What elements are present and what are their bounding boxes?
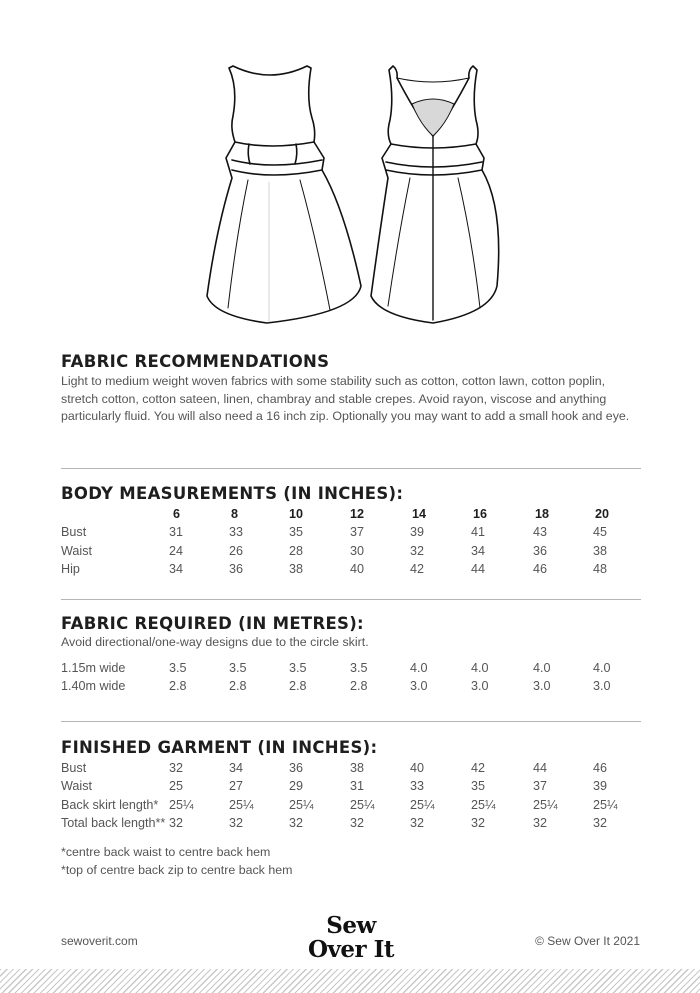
body-measurements-table (61, 507, 641, 580)
table-cell: 32 (289, 815, 304, 830)
table-row (61, 761, 641, 779)
size-header: 12 (350, 507, 365, 521)
table-cell: 34 (471, 543, 486, 558)
table-cell: 46 (533, 561, 548, 576)
row-label: 1.40m wide (61, 678, 126, 693)
table-cell: 48 (593, 561, 608, 576)
table-cell: 25¼ (169, 797, 194, 812)
fabric-required-heading: FABRIC REQUIRED (IN METRES): (61, 614, 364, 633)
website-link[interactable]: sewoverit.com (61, 934, 138, 948)
size-header: 10 (289, 507, 304, 521)
table-cell: 25¼ (471, 797, 496, 812)
table-cell: 38 (350, 761, 365, 775)
table-cell: 44 (533, 761, 548, 775)
table-cell: 3.0 (410, 678, 428, 693)
table-cell: 2.8 (229, 678, 247, 693)
table-cell: 2.8 (289, 678, 307, 693)
table-cell: 25 (169, 779, 184, 794)
table-cell: 36 (289, 761, 304, 775)
fabric-required-table (61, 661, 641, 698)
logo-line-2: Over It (307, 936, 395, 963)
table-row (61, 816, 641, 834)
table-cell: 32 (533, 815, 548, 830)
table-cell: 39 (410, 525, 425, 540)
row-label: Hip (61, 561, 80, 576)
finished-garment-table (61, 761, 641, 834)
row-label: Bust (61, 761, 87, 775)
table-cell: 42 (471, 761, 486, 775)
table-cell: 2.8 (169, 678, 187, 693)
table-cell: 25¼ (410, 797, 435, 812)
table-cell: 29 (289, 779, 304, 794)
table-cell: 4.0 (410, 660, 428, 675)
brand-logo (296, 914, 406, 966)
table-cell: 35 (289, 525, 304, 540)
table-cell: 32 (229, 815, 244, 830)
row-label: Waist (61, 543, 93, 558)
table-cell: 41 (471, 525, 486, 540)
row-label: Waist (61, 779, 93, 794)
table-cell: 3.5 (169, 660, 187, 675)
table-cell: 28 (289, 543, 304, 558)
table-cell: 34 (229, 761, 244, 775)
table-cell: 25¼ (350, 797, 375, 812)
hatched-border (0, 969, 700, 993)
table-row (61, 562, 641, 580)
logo-line-1: Sew (326, 912, 376, 939)
table-cell: 44 (471, 561, 486, 576)
table-row (61, 544, 641, 562)
table-cell: 25¼ (289, 797, 314, 812)
table-cell: 38 (593, 543, 608, 558)
size-header: 8 (231, 507, 239, 521)
table-cell: 25¼ (593, 797, 618, 812)
table-cell: 32 (471, 815, 486, 830)
table-cell: 39 (593, 779, 608, 794)
table-cell: 36 (533, 543, 548, 558)
size-header: 20 (595, 507, 610, 521)
table-cell: 33 (410, 779, 425, 794)
table-cell: 3.0 (533, 678, 551, 693)
row-label: 1.15m wide (61, 660, 126, 675)
back-dress-drawing (371, 66, 499, 323)
table-cell: 33 (229, 525, 244, 540)
table-row (61, 525, 641, 543)
table-cell: 32 (169, 761, 184, 775)
table-cell: 24 (169, 543, 184, 558)
table-row (61, 779, 641, 797)
table-cell: 3.5 (289, 660, 307, 675)
front-dress-drawing (207, 66, 361, 323)
table-cell: 26 (229, 543, 244, 558)
table-cell: 37 (533, 779, 548, 794)
table-cell: 4.0 (471, 660, 489, 675)
body-measurements-section (61, 484, 641, 580)
table-cell: 4.0 (593, 660, 611, 675)
table-cell: 31 (169, 525, 184, 540)
footnote: *top of centre back zip to centre back hem (61, 863, 293, 878)
table-row (61, 661, 641, 679)
fabric-recommendations-heading: FABRIC RECOMMENDATIONS (61, 352, 330, 371)
table-cell: 3.5 (229, 660, 247, 675)
table-cell: 38 (289, 561, 304, 576)
divider (61, 599, 641, 600)
table-cell: 34 (169, 561, 184, 576)
finished-garment-section (61, 738, 641, 879)
finished-garment-heading: FINISHED GARMENT (IN INCHES): (61, 738, 378, 757)
table-cell: 25¼ (229, 797, 254, 812)
table-cell: 36 (229, 561, 244, 576)
table-cell: 32 (169, 815, 184, 830)
table-row (61, 798, 641, 816)
table-cell: 43 (533, 525, 548, 540)
table-cell: 37 (350, 525, 365, 540)
table-cell: 3.0 (593, 678, 611, 693)
table-cell: 25¼ (533, 797, 558, 812)
row-label: Back skirt length* (61, 797, 159, 812)
table-cell: 2.8 (350, 678, 368, 693)
size-header-row (61, 507, 641, 525)
table-cell: 32 (410, 815, 425, 830)
table-cell: 32 (350, 815, 365, 830)
size-header: 6 (173, 507, 181, 521)
table-cell: 46 (593, 761, 608, 775)
size-header: 16 (473, 507, 488, 521)
table-cell: 40 (410, 761, 425, 775)
fabric-recommendations-section (61, 352, 641, 426)
table-cell: 32 (593, 815, 608, 830)
table-cell: 45 (593, 525, 608, 540)
table-cell: 3.0 (471, 678, 489, 693)
table-row (61, 679, 641, 697)
body-measurements-heading: BODY MEASUREMENTS (IN INCHES): (61, 484, 404, 503)
table-cell: 32 (410, 543, 425, 558)
fabric-recommendations-text: Light to medium weight woven fabrics with some stability such as cotton, cotton lawn, cotton poplin, stretch cotton, cotton sateen, linen, chambray and stable crepes. Avoid rayon, viscose and anything particularly fluid. You will also need a 16 inch zip. Optionally you may want to add a small hook and eye. (61, 374, 630, 423)
table-cell: 3.5 (350, 660, 368, 675)
footnotes (61, 843, 641, 879)
footnote: *centre back waist to centre back hem (61, 845, 271, 860)
table-cell: 42 (410, 561, 425, 576)
row-label: Total back length** (61, 815, 166, 830)
table-cell: 35 (471, 779, 486, 794)
table-cell: 30 (350, 543, 365, 558)
table-cell: 31 (350, 779, 365, 794)
table-cell: 27 (229, 779, 244, 794)
table-cell: 40 (350, 561, 365, 576)
dress-illustration (0, 58, 700, 328)
divider (61, 721, 641, 722)
divider (61, 468, 641, 469)
fabric-required-section (61, 614, 641, 697)
fabric-required-note: Avoid directional/one-way designs due to the circle skirt. (61, 635, 369, 649)
row-label: Bust (61, 525, 87, 540)
table-cell: 4.0 (533, 660, 551, 675)
size-header: 14 (412, 507, 427, 521)
copyright: © Sew Over It 2021 (535, 934, 640, 948)
size-header: 18 (535, 507, 550, 521)
